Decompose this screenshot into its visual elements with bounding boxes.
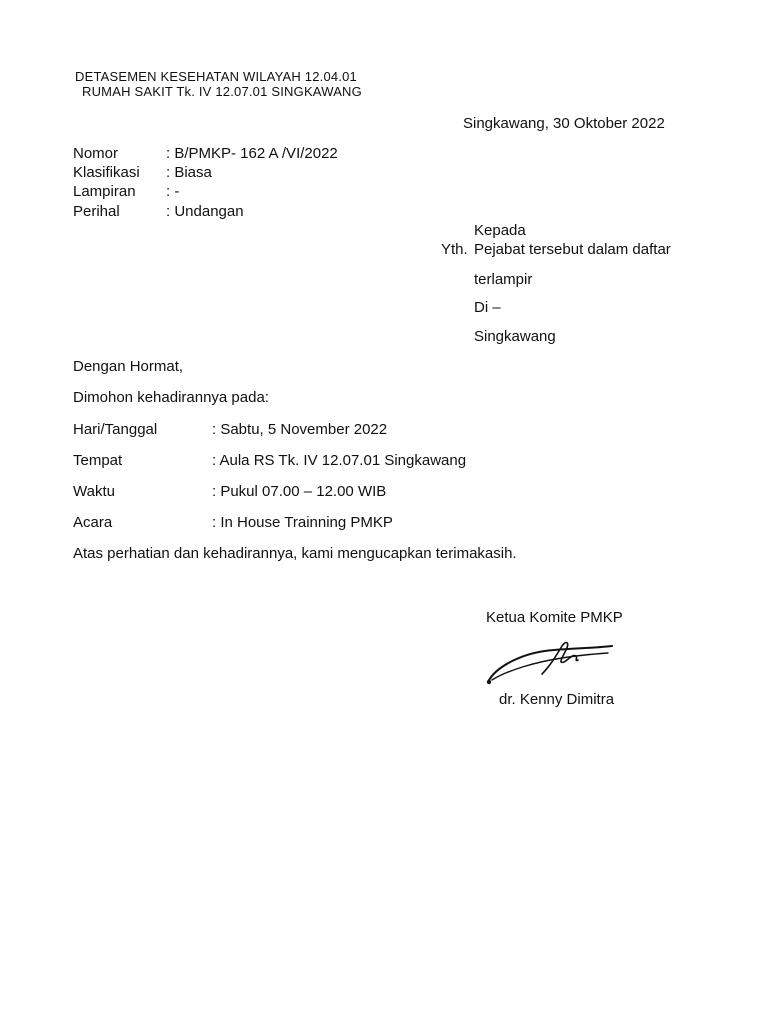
detail-label-waktu: Waktu xyxy=(73,483,115,500)
intro-text: Dimohon kehadirannya pada: xyxy=(73,389,269,406)
lampiran-value: : - xyxy=(166,183,180,200)
perihal-label: Perihal xyxy=(73,203,120,220)
signatory-name: dr. Kenny Dimitra xyxy=(499,691,615,708)
greeting: Dengan Hormat, xyxy=(73,358,184,375)
closing-text: Atas perhatian dan kehadirannya, kami mengucapkan terimakasih. xyxy=(73,545,517,562)
signatory-title: Ketua Komite PMKP xyxy=(486,609,623,626)
detail-value-acara: : In House Trainning PMKP xyxy=(212,514,393,531)
nomor-label: Nomor xyxy=(73,145,119,162)
detail-label-hari: Hari/Tanggal xyxy=(73,421,158,438)
recipient-city: Singkawang xyxy=(474,328,556,345)
signature-image xyxy=(484,636,624,688)
perihal-value: : Undangan xyxy=(166,203,244,220)
letter-date: Singkawang, 30 Oktober 2022 xyxy=(463,115,665,132)
detail-label-tempat: Tempat xyxy=(73,452,123,469)
recipient-di: Di – xyxy=(474,299,501,316)
recipient-line2: terlampir xyxy=(474,271,533,288)
detail-label-acara: Acara xyxy=(73,514,113,531)
detail-value-tempat: : Aula RS Tk. IV 12.07.01 Singkawang xyxy=(212,452,467,469)
hospital-name: RUMAH SAKIT Tk. IV 12.07.01 SINGKAWANG xyxy=(82,84,362,99)
yth-label: Yth. xyxy=(441,241,468,258)
recipient-line1: Pejabat tersebut dalam daftar xyxy=(474,241,671,258)
klasifikasi-label: Klasifikasi xyxy=(73,164,140,181)
institution-name: DETASEMEN KESEHATAN WILAYAH 12.04.01 xyxy=(75,69,357,84)
nomor-value: : B/PMKP- 162 A /VI/2022 xyxy=(166,145,338,162)
kepada-label: Kepada xyxy=(474,222,526,239)
detail-value-waktu: : Pukul 07.00 – 12.00 WIB xyxy=(212,483,387,500)
lampiran-label: Lampiran xyxy=(73,183,136,200)
detail-value-hari: : Sabtu, 5 November 2022 xyxy=(212,421,388,438)
klasifikasi-value: : Biasa xyxy=(166,164,212,181)
